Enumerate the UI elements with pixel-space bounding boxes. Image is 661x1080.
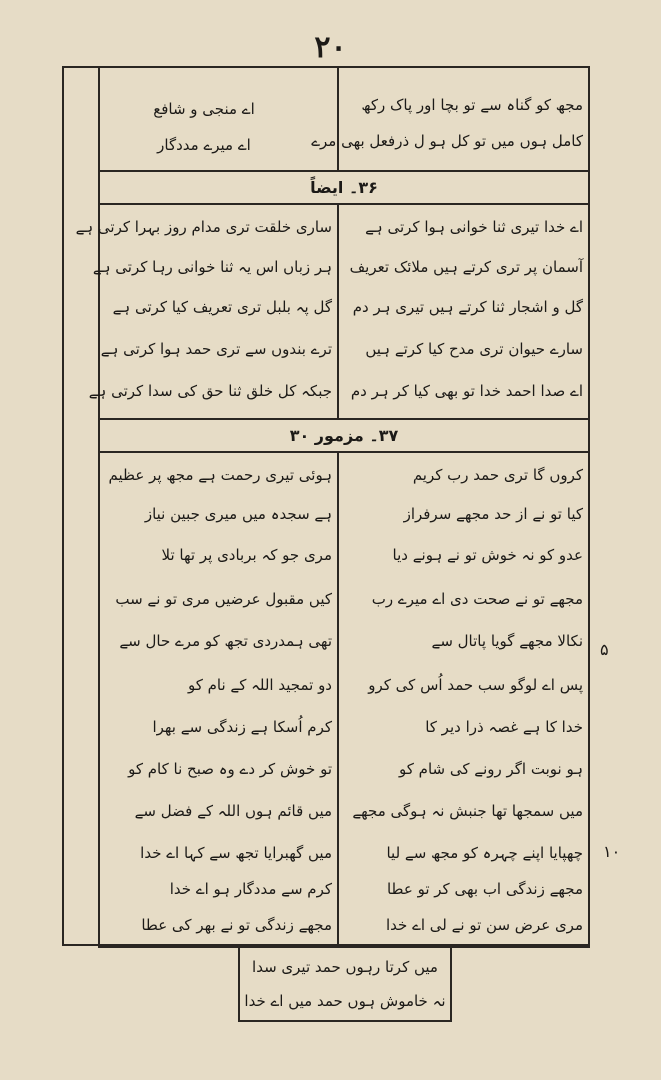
margin-number-5: ۵ [600, 640, 609, 659]
section3-right-line-4: مجھے تو نے صحت دی اے میرے رب [371, 590, 583, 608]
section3-left-line-12: مجھے زندگی تو نے بھر کی عطا [141, 916, 332, 934]
heading-36: ۳۶۔ ایضاً [310, 178, 378, 197]
right-rule [588, 66, 590, 946]
section3-left-line-11: کرم سے مددگار ہو اے خدا [169, 880, 332, 898]
closing-line-2: نہ خاموش ہوں حمد میں اے خدا [244, 992, 446, 1010]
section3-right-line-6: پس اے لوگو سب حمد اُس کی کرو [368, 676, 583, 694]
column-rule-3 [337, 451, 339, 946]
section1-right-line-1: مجھ کو گناہ سے تو بچا اور پاک رکھ [361, 96, 583, 114]
section2-left-line-3: گل پہ بلبل تری تعریف کیا کرتی ہے [112, 298, 332, 316]
section3-left-line-3: مری جو کہ بربادی پر تھا تلا [161, 546, 332, 564]
section3-right-line-2: کیا تو نے از حد مجھے سرفراز [403, 505, 583, 523]
section2-right-line-3: گل و اشجار ثنا کرتے ہیں تیری ہر دم [352, 298, 583, 316]
section2-left-line-4: ترے بندوں سے تری حمد ہوا کرتی ہے [100, 340, 332, 358]
section3-right-line-10: چھپایا اپنے چہرہ کو مجھ سے لیا [386, 844, 583, 862]
divider-4 [98, 451, 590, 453]
section3-left-line-5: تھی ہمدردی تجھ کو مرے حال سے [119, 632, 332, 650]
column-rule-1 [337, 66, 339, 170]
section2-right-line-1: اے خدا تیری ثنا خوانی ہوا کرتی ہے [365, 218, 583, 236]
section3-left-line-6: دو تمجید اللہ کے نام کو [187, 676, 332, 694]
heading-37: ۳۷۔ مزمور ۳۰ [289, 426, 399, 445]
margin-number-10: ۱۰ [603, 842, 621, 861]
divider-3 [98, 418, 590, 420]
section2-right-line-2: آسمان پر تری کرتے ہیں ملائک تعریف [349, 258, 583, 276]
divider-1 [98, 170, 590, 172]
divider-2 [98, 203, 590, 205]
section1-right-line-2: کامل ہوں میں تو کل ہو ل ذرفعل بھی مرے [311, 132, 583, 150]
section3-left-line-9: میں قائم ہوں اللہ کے فضل سے [134, 802, 332, 820]
section3-right-line-5: نکالا مجھے گویا پاتال سے [431, 632, 583, 650]
column-rule-2 [337, 203, 339, 418]
section3-right-line-9: میں سمجھا تھا جنبش نہ ہوگی مجھے [352, 802, 583, 820]
section2-left-line-5: جبکہ کل خلق ثنا حق کی سدا کرتی ہے [88, 382, 332, 400]
section3-right-line-7: خدا کا ہے غصہ ذرا دیر کا [425, 718, 583, 736]
section3-left-line-7: کرم اُسکا ہے زندگی سے بھرا [152, 718, 332, 736]
section1-left-line-1: اے منجی و شافع [153, 100, 255, 118]
section3-right-line-3: عدو کو نہ خوش تو نے ہونے دیا [392, 546, 583, 564]
closing-line-1: میں کرتا رہوں حمد تیری سدا [252, 958, 438, 976]
section3-left-line-2: ہے سجدہ میں میری جبین نیاز [144, 505, 332, 523]
section3-left-line-8: تو خوش کر دے وہ صبح نا کام کو [128, 760, 332, 778]
left-rule [98, 66, 100, 946]
section3-right-line-8: ہو نوبت اگر رونے کی شام کو [399, 760, 583, 778]
section3-left-line-1: ہوئی تیری رحمت ہے مجھ پر عظیم [108, 466, 332, 484]
page-number: ۲۰ [314, 30, 347, 65]
section3-left-line-4: کیں مقبول عرضیں مری تو نے سب [115, 590, 332, 608]
section2-left-line-2: ہر زباں اس یہ ثنا خوانی رہا کرتی ہے [92, 258, 332, 276]
section3-right-line-12: مری عرض سن تو نے لی اے خدا [385, 916, 583, 934]
section3-right-line-11: مجھے زندگی اب بھی کر تو عطا [386, 880, 583, 898]
section2-left-line-1: ساری خلقت تری مدام روز بہرا کرتی ہے [75, 218, 332, 236]
section1-left-line-2: اے میرے مددگار [157, 136, 251, 154]
section3-right-line-1: کروں گا تری حمد رب کریم [412, 466, 583, 484]
section3-left-line-10: میں گھبرایا تجھ سے کہا اے خدا [140, 844, 332, 862]
section2-right-line-4: سارے حیوان تری مدح کیا کرتے ہیں [365, 340, 583, 358]
section2-right-line-5: اے صدا احمد خدا تو بھی کیا کر ہر دم [350, 382, 583, 400]
